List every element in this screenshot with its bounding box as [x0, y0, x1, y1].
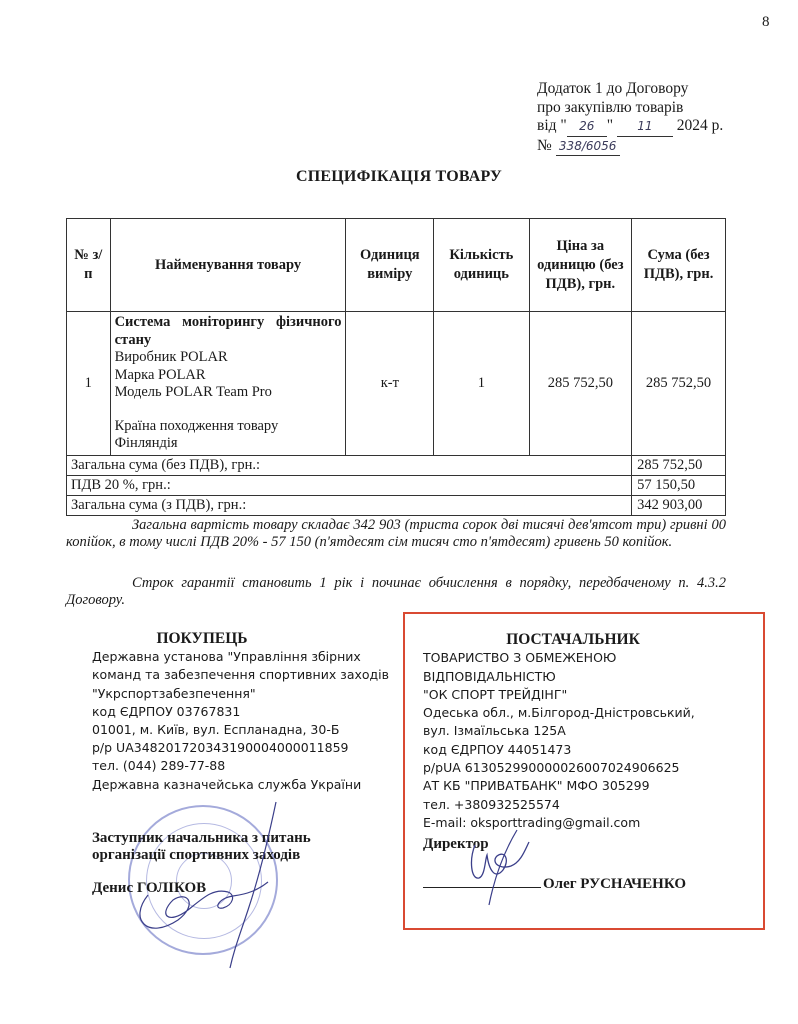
- supplier-block: [423, 631, 753, 832]
- cell-price: 285 752,50: [529, 312, 632, 456]
- total-label: Загальна сума (без ПДВ), грн.:: [67, 455, 632, 475]
- product-title: Система моніторингу фізичного стану: [114, 314, 342, 348]
- header-unit: Одиниця виміру: [346, 219, 434, 312]
- specification-table: [66, 218, 726, 516]
- document-title: СПЕЦИФІКАЦІЯ ТОВАРУ: [296, 168, 502, 185]
- date-month: 11: [617, 117, 673, 137]
- date-quote: ": [606, 117, 614, 134]
- annex-reference: [537, 80, 723, 156]
- buyer-signature-icon: [118, 800, 308, 970]
- supplier-signature-icon: [455, 820, 545, 910]
- buyer-line: тел. (044) 289-77-88: [92, 758, 226, 774]
- buyer-signatory: Денис ГОЛІКОВ: [92, 880, 207, 896]
- annex-date: [537, 117, 723, 137]
- number-sign: №: [537, 136, 552, 154]
- cell-sum: 285 752,50: [632, 312, 726, 456]
- supplier-line: ВІДПОВІДАЛЬНІСТЮ: [423, 668, 556, 684]
- total-cost-text: Загальна вартість товару складає 342 903 (триста сорок дві тисячі дев'ятсот три) гривні 00 копійок, в тому числі ПДВ 20% - 57 150 (п'ятдесят сім тисяч сто п'ятдесят) гривень 50 копійок.: [66, 517, 726, 550]
- contract-number: 338/6056: [556, 137, 620, 157]
- table-row: [67, 312, 726, 456]
- warranty-text: Строк гарантії становить 1 рік і починає обчислення в порядку, передбаченому п. 4.3.2 Договору.: [66, 575, 726, 608]
- date-day: 26: [567, 117, 607, 137]
- annex-line-2: про закупівлю товарів: [537, 98, 684, 116]
- header-name: Найменування товару: [110, 219, 346, 312]
- header-sum: Сума (без ПДВ), грн.: [632, 219, 726, 312]
- supplier-signatory: Олег РУСНАЧЕНКО: [543, 876, 687, 892]
- total-label: ПДВ 20 %, грн.:: [67, 475, 632, 495]
- total-value: 57 150,50: [632, 475, 726, 495]
- supplier-line: Одеська обл., м.Білгород-Дністровський,: [423, 705, 695, 721]
- supplier-email: E-mail: oksporttrading@gmail.com: [423, 814, 641, 830]
- annex-line-1: Додаток 1 до Договору: [537, 80, 689, 97]
- supplier-line: тел. +380932525574: [423, 796, 560, 812]
- total-row-gross: [67, 495, 726, 515]
- annex-number: [537, 137, 723, 157]
- buyer-line: 01001, м. Київ, вул. Еспланадна, 30-Б: [92, 722, 340, 738]
- supplier-header: ПОСТАЧАЛЬНИК: [506, 631, 640, 648]
- buyer-line: Державна установа "Управління збірних: [92, 649, 361, 665]
- header-no: № з/п: [67, 219, 111, 312]
- cell-unit: к-т: [346, 312, 434, 456]
- date-prefix: від ": [537, 117, 567, 134]
- buyer-line: Державна казначейська служба України: [92, 776, 362, 792]
- total-row-vat: [67, 475, 726, 495]
- supplier-line: "ОК СПОРТ ТРЕЙДІНГ": [423, 686, 568, 702]
- supplier-position: Директор: [423, 836, 489, 852]
- total-row-net: [67, 455, 726, 475]
- product-country: Країна походження товару Фінляндія: [114, 417, 279, 451]
- buyer-header: ПОКУПЕЦЬ: [156, 630, 248, 647]
- supplier-line: р/рUA 613052990000026007024906625: [423, 760, 680, 776]
- warranty-paragraph: [66, 575, 726, 609]
- total-value: 285 752,50: [632, 455, 726, 475]
- buyer-line: р/р UA348201720343190004000011859: [92, 740, 349, 756]
- product-manufacturer: Виробник POLAR: [114, 349, 228, 365]
- supplier-line: код ЄДРПОУ 44051473: [423, 741, 572, 757]
- total-label: Загальна сума (з ПДВ), грн.:: [67, 495, 632, 515]
- total-cost-paragraph: [66, 517, 726, 551]
- supplier-line: вул. Ізмаїльська 125А: [423, 723, 566, 739]
- buyer-line: код ЄДРПОУ 03767831: [92, 703, 241, 719]
- supplier-line: АТ КБ "ПРИВАТБАНК" МФО 305299: [423, 778, 650, 794]
- cell-name: [110, 312, 346, 456]
- total-value: 342 903,00: [632, 495, 726, 515]
- buyer-line: команд та забезпечення спортивних заходів: [92, 667, 390, 683]
- page-number: 8: [762, 14, 770, 30]
- buyer-line: "Укрспортзабезпечення": [92, 685, 256, 701]
- buyer-block: [92, 630, 392, 794]
- supplier-line: ТОВАРИСТВО З ОБМЕЖЕНОЮ: [423, 650, 617, 666]
- header-qty: Кількість одиниць: [434, 219, 529, 312]
- buyer-position-line-2: організації спортивних заходів: [92, 847, 301, 863]
- header-price: Ціна за одиницю (без ПДВ), грн.: [529, 219, 632, 312]
- product-brand: Марка POLAR: [114, 366, 206, 383]
- cell-qty: 1: [434, 312, 529, 456]
- table-header-row: [67, 219, 726, 312]
- buyer-position-line-1: Заступник начальника з питань: [92, 830, 311, 846]
- product-model: Модель POLAR Team Pro: [114, 384, 272, 400]
- date-year: 2024 р.: [676, 117, 724, 134]
- cell-no: 1: [67, 312, 111, 456]
